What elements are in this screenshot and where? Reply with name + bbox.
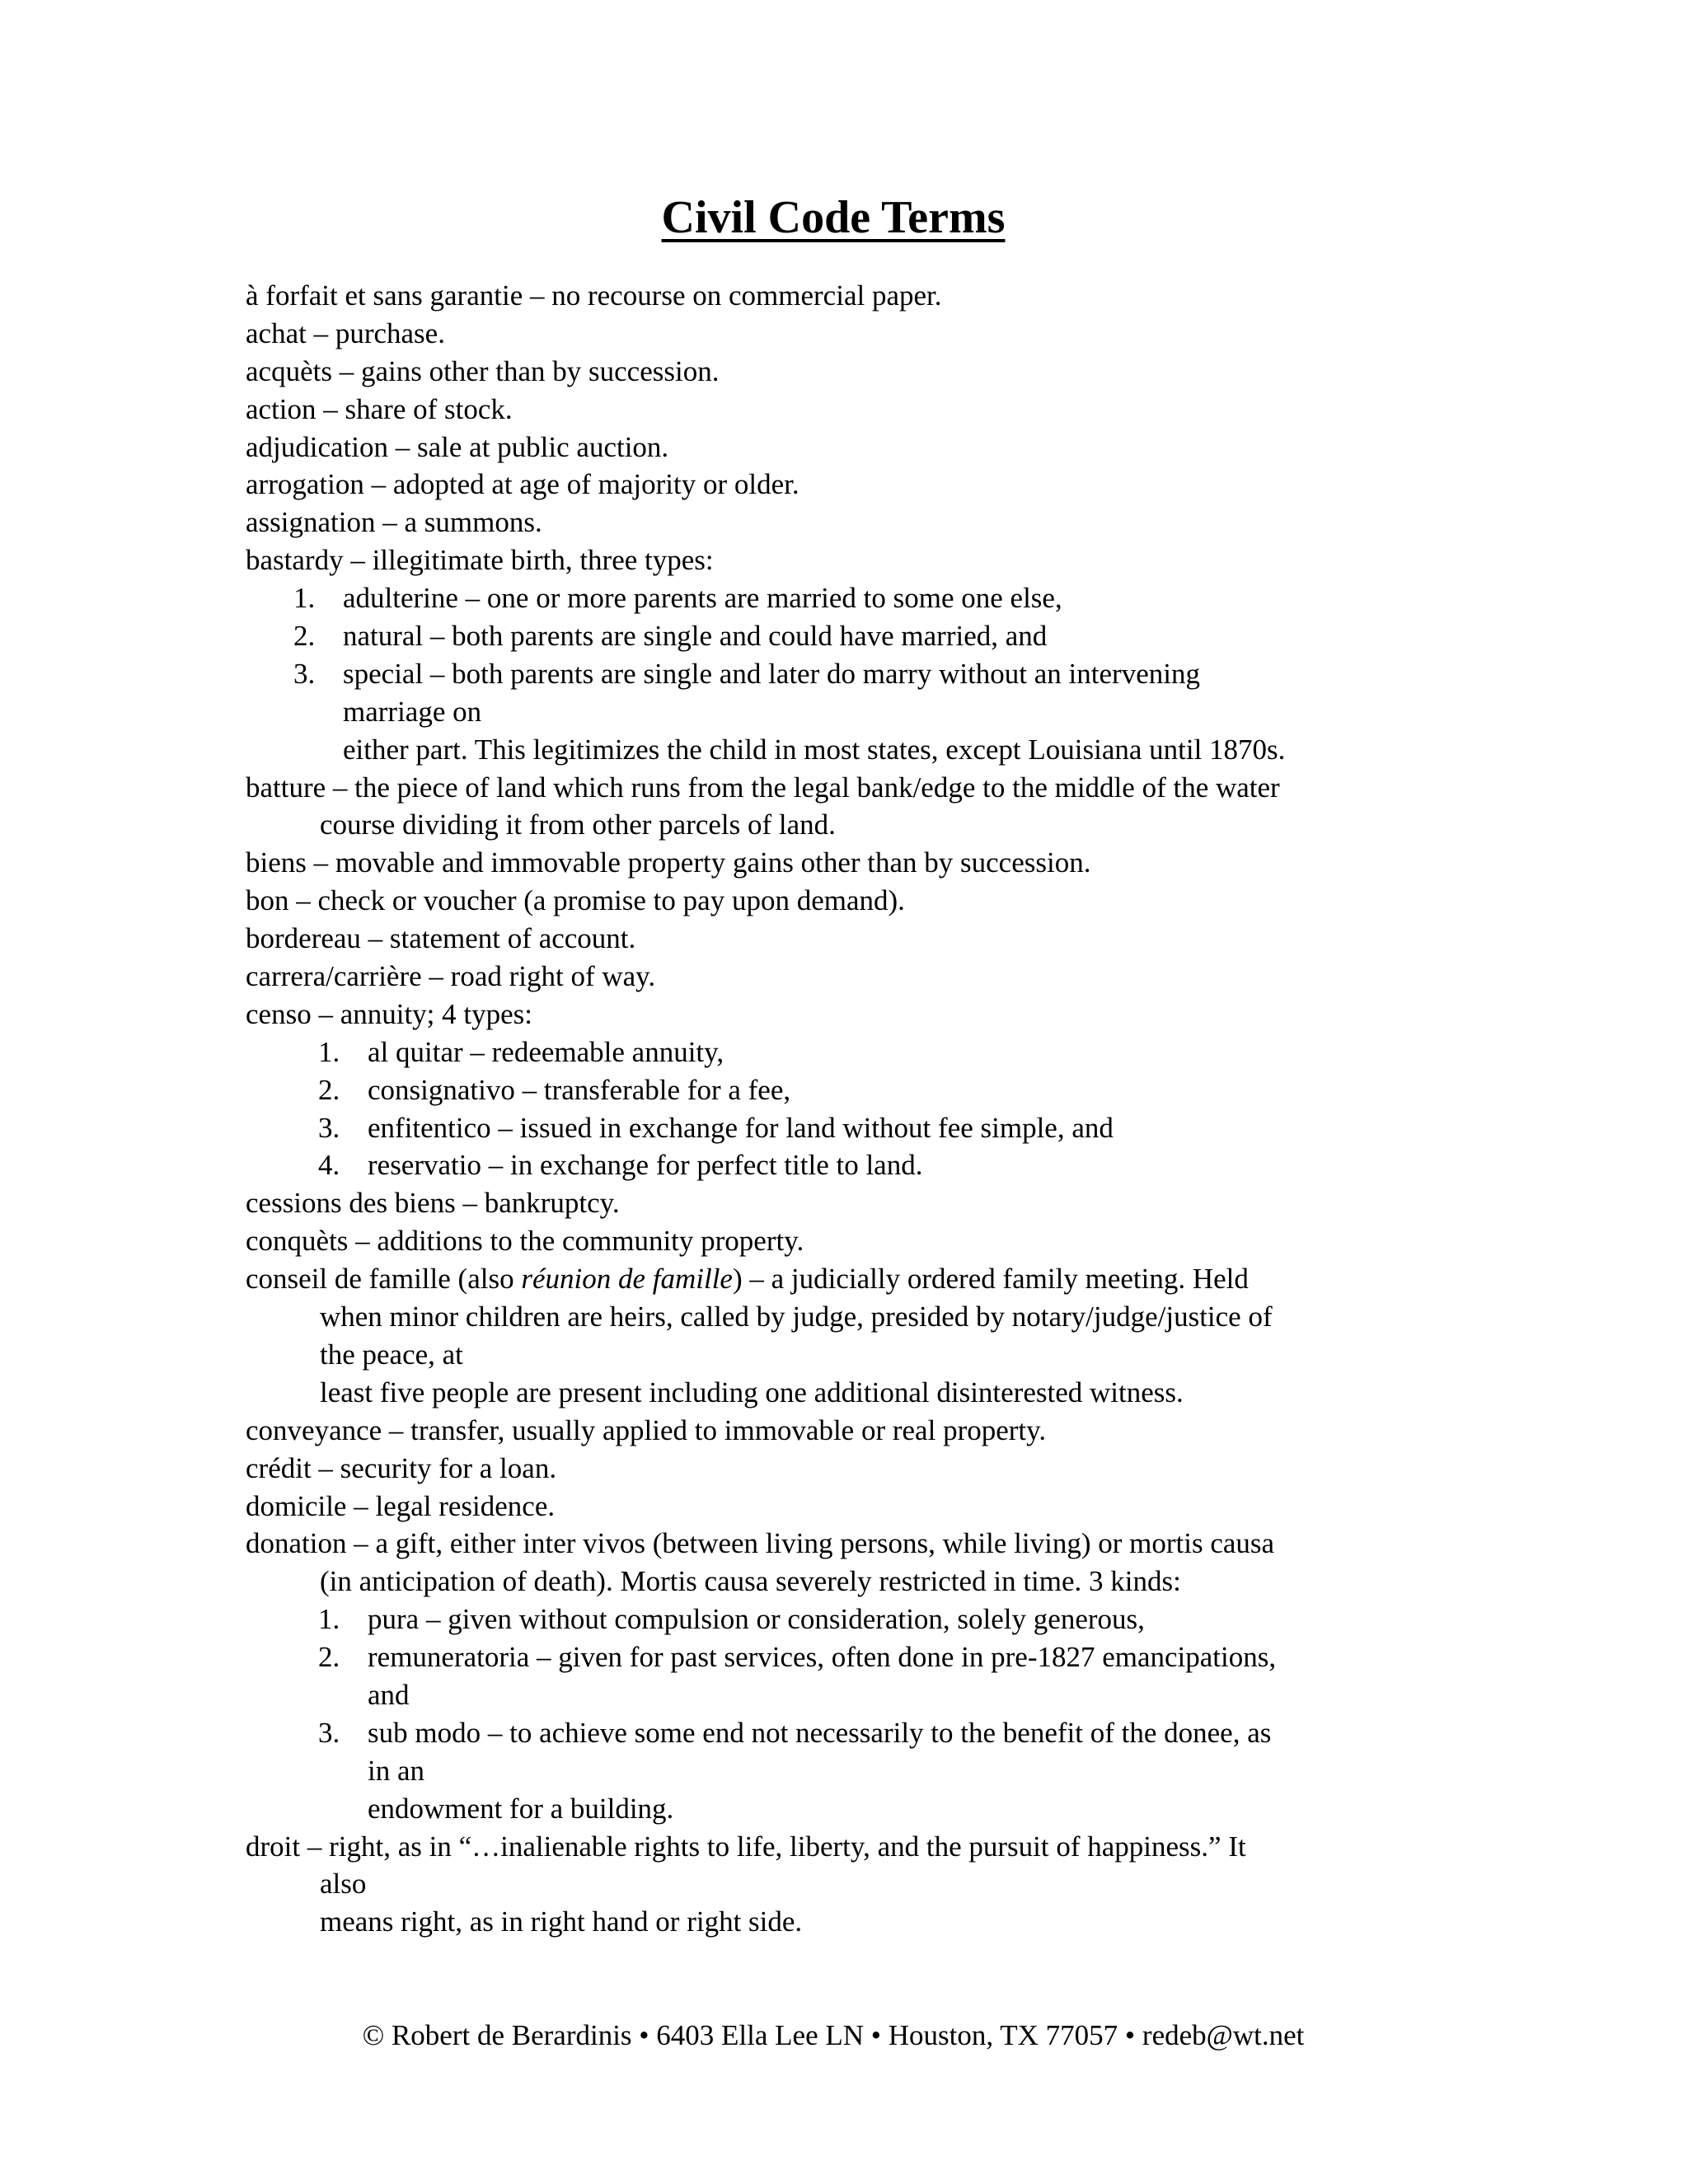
list-item <box>246 617 1449 655</box>
list-number: 1. <box>293 582 316 615</box>
list-item <box>246 1638 1449 1676</box>
glossary-entry: assignation – a summons. <box>246 506 542 539</box>
glossary-entry: domicile – legal residence. <box>246 1489 556 1522</box>
list-number: 2. <box>293 620 316 653</box>
glossary-entry: donation – a gift, either inter vivos (between living persons, while living) or mortis causa <box>246 1527 1275 1560</box>
glossary-entry: bon – check or voucher (a promise to pay upon demand). <box>246 884 905 917</box>
list-number: 3. <box>318 1716 340 1749</box>
glossary-entry: censo – annuity; 4 types: <box>246 997 533 1030</box>
entry-continuation: course dividing it from other parcels of land. <box>320 808 836 841</box>
glossary-entry: crédit – security for a loan. <box>246 1451 557 1484</box>
glossary-entry: bordereau – statement of account. <box>246 922 636 955</box>
entry-continuation: means right, as in right hand or right side. <box>320 1905 803 1938</box>
list-text: reservatio – in exchange for perfect title to land. <box>368 1149 923 1182</box>
list-item <box>246 1109 1449 1147</box>
list-item-continuation: marriage on <box>343 695 482 728</box>
list-number: 1. <box>318 1035 340 1068</box>
glossary-entry: droit – right, as in “…inalienable rights to life, liberty, and the pursuit of happiness.” It <box>246 1830 1246 1863</box>
glossary-entry: à forfait et sans garantie – no recourse on commercial paper. <box>246 279 942 312</box>
list-item <box>246 1033 1449 1071</box>
list-text: al quitar – redeemable annuity, <box>368 1035 724 1068</box>
entry-continuation: when minor children are heirs, called by judge, presided by notary/judge/justice of <box>320 1301 1273 1333</box>
list-item-continuation: endowment for a building. <box>368 1792 674 1825</box>
list-number: 1. <box>318 1603 340 1636</box>
list-item-continuation: and <box>368 1678 410 1711</box>
list-item-continuation: either part. This legitimizes the child in most states, except Louisiana until 1870s. <box>343 733 1286 766</box>
page-footer: © Robert de Berardinis • 6403 Ella Lee LN • Houston, TX 77057 • redeb@wt.net <box>362 2019 1305 2051</box>
entry-continuation: the peace, at <box>320 1338 463 1371</box>
entry-continuation: also <box>320 1868 367 1900</box>
entry-text: ) – a judicially ordered family meeting. Held <box>732 1263 1249 1296</box>
glossary-body <box>246 277 1449 1941</box>
list-number: 3. <box>293 657 316 690</box>
glossary-entry: action – share of stock. <box>246 392 513 425</box>
glossary-entry: achat – purchase. <box>246 316 445 349</box>
list-number: 3. <box>318 1111 340 1144</box>
glossary-entry: batture – the piece of land which runs from the legal bank/edge to the middle of the water <box>246 771 1280 804</box>
glossary-entry: conquèts – additions to the community property. <box>246 1225 804 1258</box>
list-item <box>246 1071 1449 1109</box>
list-item <box>246 1601 1449 1638</box>
list-text: consignativo – transferable for a fee, <box>368 1073 791 1106</box>
glossary-entry: conveyance – transfer, usually applied to immovable or real property. <box>246 1413 1047 1446</box>
list-item <box>246 1146 1449 1184</box>
list-text: natural – both parents are single and could have married, and <box>343 620 1048 653</box>
list-text: enfitentico – issued in exchange for land without fee simple, and <box>368 1111 1114 1144</box>
list-number: 2. <box>318 1073 340 1106</box>
glossary-entry: cessions des biens – bankruptcy. <box>246 1187 620 1220</box>
list-item <box>246 655 1449 693</box>
list-item <box>246 1714 1449 1752</box>
entry-italic-term: réunion de famille <box>521 1263 733 1296</box>
entry-continuation: (in anticipation of death). Mortis causa severely restricted in time. 3 kinds: <box>320 1565 1181 1598</box>
list-text: pura – given without compulsion or consideration, solely generous, <box>368 1603 1145 1636</box>
glossary-entry: arrogation – adopted at age of majority or older. <box>246 468 799 501</box>
glossary-entry: acquèts – gains other than by succession. <box>246 354 720 387</box>
glossary-entry: bastardy – illegitimate birth, three types: <box>246 544 714 577</box>
list-text: special – both parents are single and later do marry without an intervening <box>343 657 1200 690</box>
list-number: 4. <box>318 1149 340 1182</box>
entry-continuation: least five people are present including one additional disinterested witness. <box>320 1376 1184 1408</box>
list-text: sub modo – to achieve some end not necessarily to the benefit of the donee, as <box>368 1716 1272 1749</box>
list-number: 2. <box>318 1641 340 1674</box>
list-text: adulterine – one or more parents are married to some one else, <box>343 582 1062 615</box>
glossary-entry <box>246 1260 1449 1298</box>
list-item-continuation: in an <box>368 1754 425 1787</box>
entry-text: conseil de famille (also <box>246 1263 522 1296</box>
list-text: remuneratoria – given for past services, often done in pre-1827 emancipations, <box>368 1641 1277 1674</box>
glossary-entry: carrera/carrière – road right of way. <box>246 960 656 993</box>
glossary-entry: adjudication – sale at public auction. <box>246 430 669 463</box>
page-title: Civil Code Terms <box>661 192 1006 243</box>
list-item <box>246 579 1449 617</box>
glossary-entry: biens – movable and immovable property gains other than by succession. <box>246 846 1091 879</box>
